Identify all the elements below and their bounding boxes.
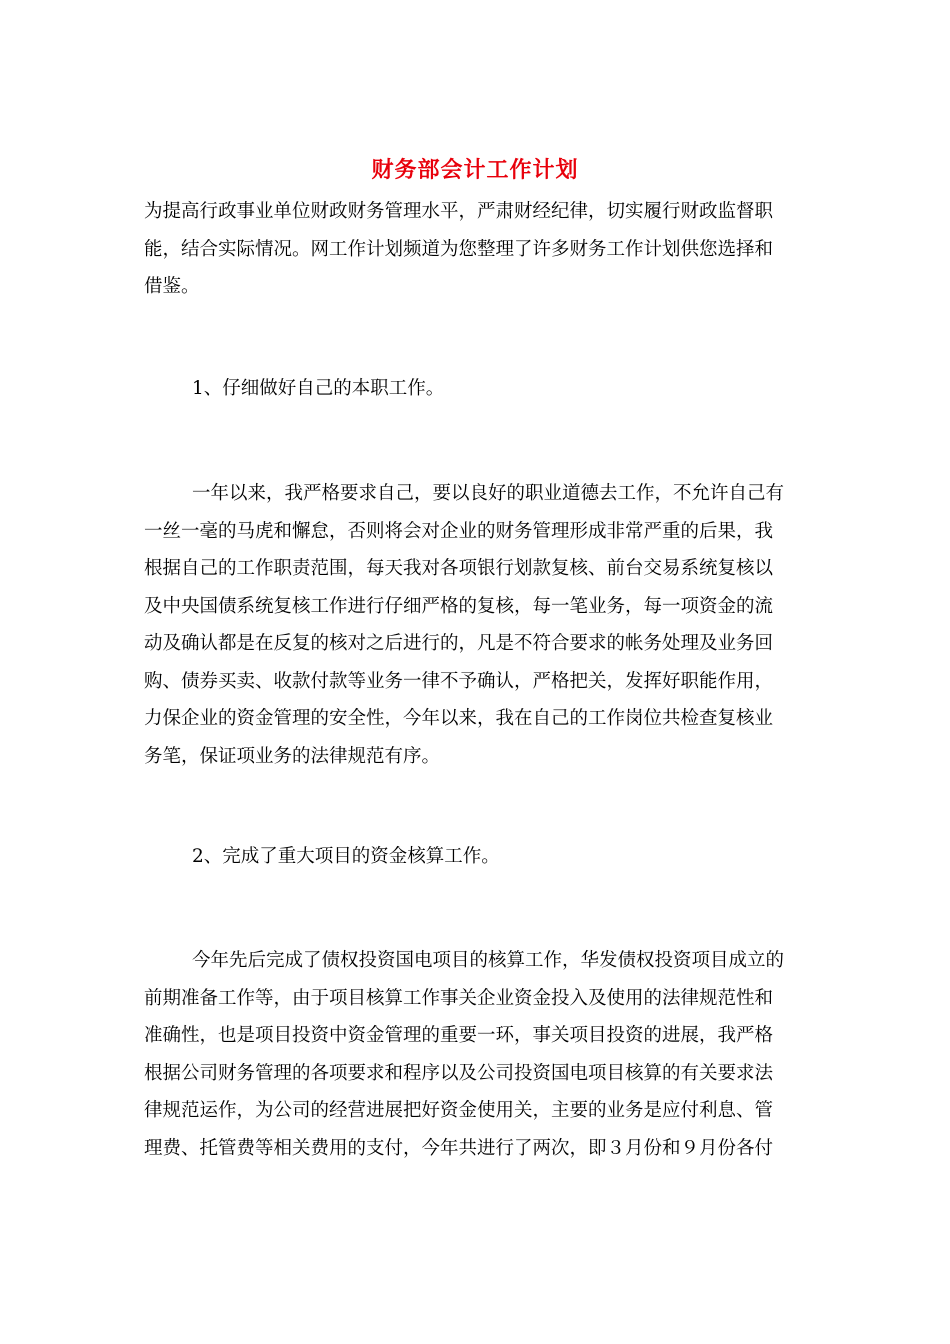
text-line: 务笔，保证项业务的法律规范有序。	[144, 745, 441, 767]
text-line: 能，结合实际情况。网工作计划频道为您整理了许多财务工作计划供您选择和	[144, 238, 774, 260]
text-line: 根据自己的工作职责范围，每天我对各项银行划款复核、前台交易系统复核以	[144, 558, 774, 579]
text-line: 律规范运作，为公司的经营进展把好资金使用关，主要的业务是应付利息、管	[144, 1100, 774, 1121]
text-line: 为提高行政事业单位财政财务管理水平，严肃财经纪律，切实履行财政监督职	[144, 201, 774, 222]
text-line: 力保企业的资金管理的安全性，今年以来，我在自己的工作岗位共检查复核业	[144, 708, 774, 729]
text-line: 及中央国债系统复核工作进行仔细严格的复核，每一笔业务，每一项资金的流	[144, 595, 774, 617]
text-line: 一年以来，我严格要求自己，要以良好的职业道德去工作，不允许自己有	[192, 483, 785, 504]
paragraph-1	[144, 475, 816, 775]
section-heading-1	[144, 370, 816, 408]
text-line: 今年先后完成了债权投资国电项目的核算工作，华发债权投资项目成立的	[192, 950, 785, 971]
intro-paragraph	[144, 193, 816, 306]
heading-text: 2、完成了重大项目的资金核算工作。	[192, 846, 500, 867]
text-line: 一丝一毫的马虎和懈怠，否则将会对企业的财务管理形成非常严重的后果，我	[144, 520, 774, 542]
text-line: 借鉴。	[144, 276, 200, 297]
text-line: 根据公司财务管理的各项要求和程序以及公司投资国电项目核算的有关要求法	[144, 1062, 774, 1084]
heading-text: 1、仔细做好自己的本职工作。	[192, 378, 445, 399]
text-line: 理费、托管费等相关费用的支付，今年共进行了两次，即３月份和９月份各付	[144, 1137, 774, 1159]
text-line: 购、债券买卖、收款付款等业务一律不予确认，严格把关，发挥好职能作用，	[144, 670, 774, 692]
section-heading-2	[144, 838, 816, 876]
text-line: 前期准备工作等，由于项目核算工作事关企业资金投入及使用的法律规范性和	[144, 987, 774, 1009]
text-line: 准确性，也是项目投资中资金管理的重要一环，事关项目投资的进展，我严格	[144, 1025, 774, 1046]
paragraph-2	[144, 942, 816, 1167]
document-title: 财务部会计工作计划	[371, 157, 579, 183]
text-line: 动及确认都是在反复的核对之后进行的，凡是不符合要求的帐务处理及业务回	[144, 633, 774, 654]
